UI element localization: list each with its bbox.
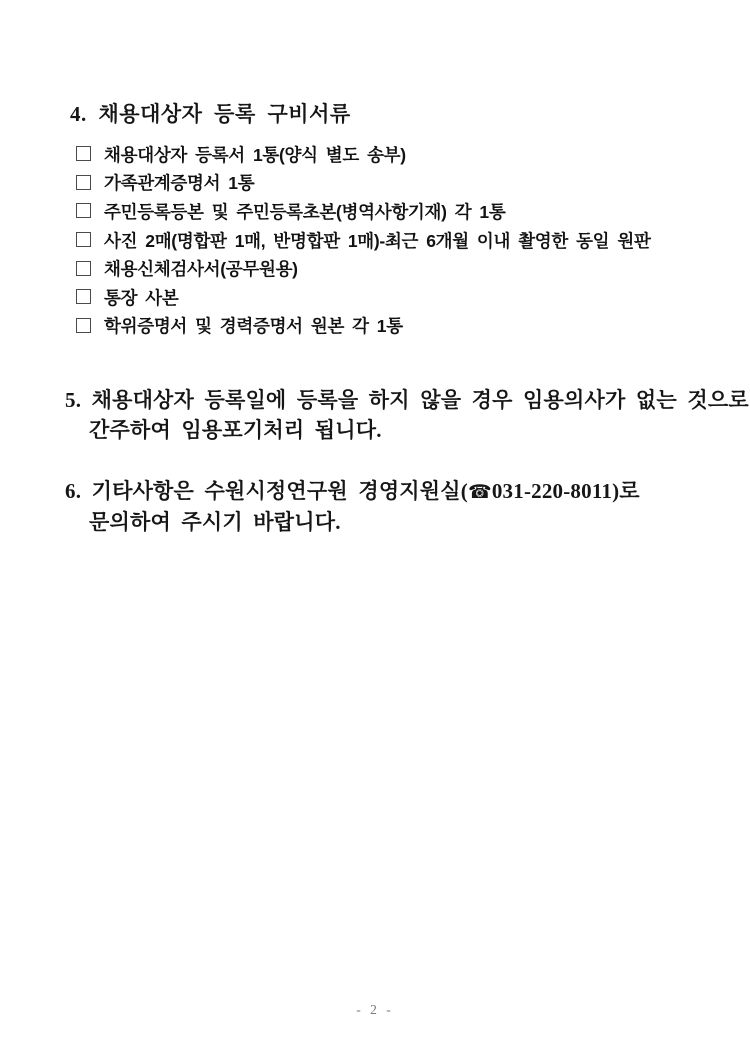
checklist-item <box>76 226 705 255</box>
checklist-item-label: 통장 사본 <box>104 287 179 308</box>
section-6-line-1 <box>65 476 705 507</box>
checklist-item-label: 채용신체검사서(공무원용) <box>104 259 298 280</box>
checkbox-icon <box>76 261 91 276</box>
section-5-line-1: 5. 채용대상자 등록일에 등록을 하지 않을 경우 임용의사가 없는 것으로 <box>65 388 749 413</box>
section-6-line-2: 문의하여 주시기 바랍니다. <box>89 510 341 535</box>
phone-icon: ☎ <box>467 481 492 504</box>
section-5-line-2: 간주하여 임용포기처리 됩니다. <box>89 418 382 443</box>
checklist-item <box>76 197 705 226</box>
checklist-item-label: 사진 2매(명합판 1매, 반명합판 1매)-최근 6개월 이내 촬영한 동일 원판 <box>104 230 651 251</box>
checklist-item-label: 가족관계증명서 1통 <box>104 173 255 194</box>
section-4-heading: 4. 채용대상자 등록 구비서류 <box>70 102 351 126</box>
checklist-item <box>76 254 705 283</box>
phone-number: 031-220-8011 <box>491 479 613 504</box>
checkbox-icon <box>76 175 91 190</box>
checklist-item <box>76 312 705 341</box>
checklist-item <box>76 169 705 198</box>
required-documents-checklist <box>65 140 705 340</box>
checkbox-icon <box>76 318 91 333</box>
checkbox-icon <box>76 232 91 247</box>
section-6-text-suffix: )로 <box>612 479 640 504</box>
page-footer <box>0 1001 750 1019</box>
checkbox-icon <box>76 289 91 304</box>
checklist-item <box>76 140 705 169</box>
section-5 <box>65 385 749 445</box>
checklist-item-label: 주민등록등본 및 주민등록초본(병역사항기재) 각 1통 <box>104 201 506 222</box>
section-6 <box>65 476 705 537</box>
document-content <box>65 102 749 537</box>
checklist-item-label: 학위증명서 및 경력증명서 원본 각 1통 <box>104 316 403 337</box>
checklist-item <box>76 283 705 312</box>
section-6-text-prefix: 6. 기타사항은 수원시정연구원 경영지원실( <box>65 479 468 504</box>
page-number: - 2 - <box>356 1002 394 1017</box>
checkbox-icon <box>76 146 91 161</box>
checklist-item-label: 채용대상자 등록서 1통(양식 별도 송부) <box>104 144 406 165</box>
checkbox-icon <box>76 203 91 218</box>
